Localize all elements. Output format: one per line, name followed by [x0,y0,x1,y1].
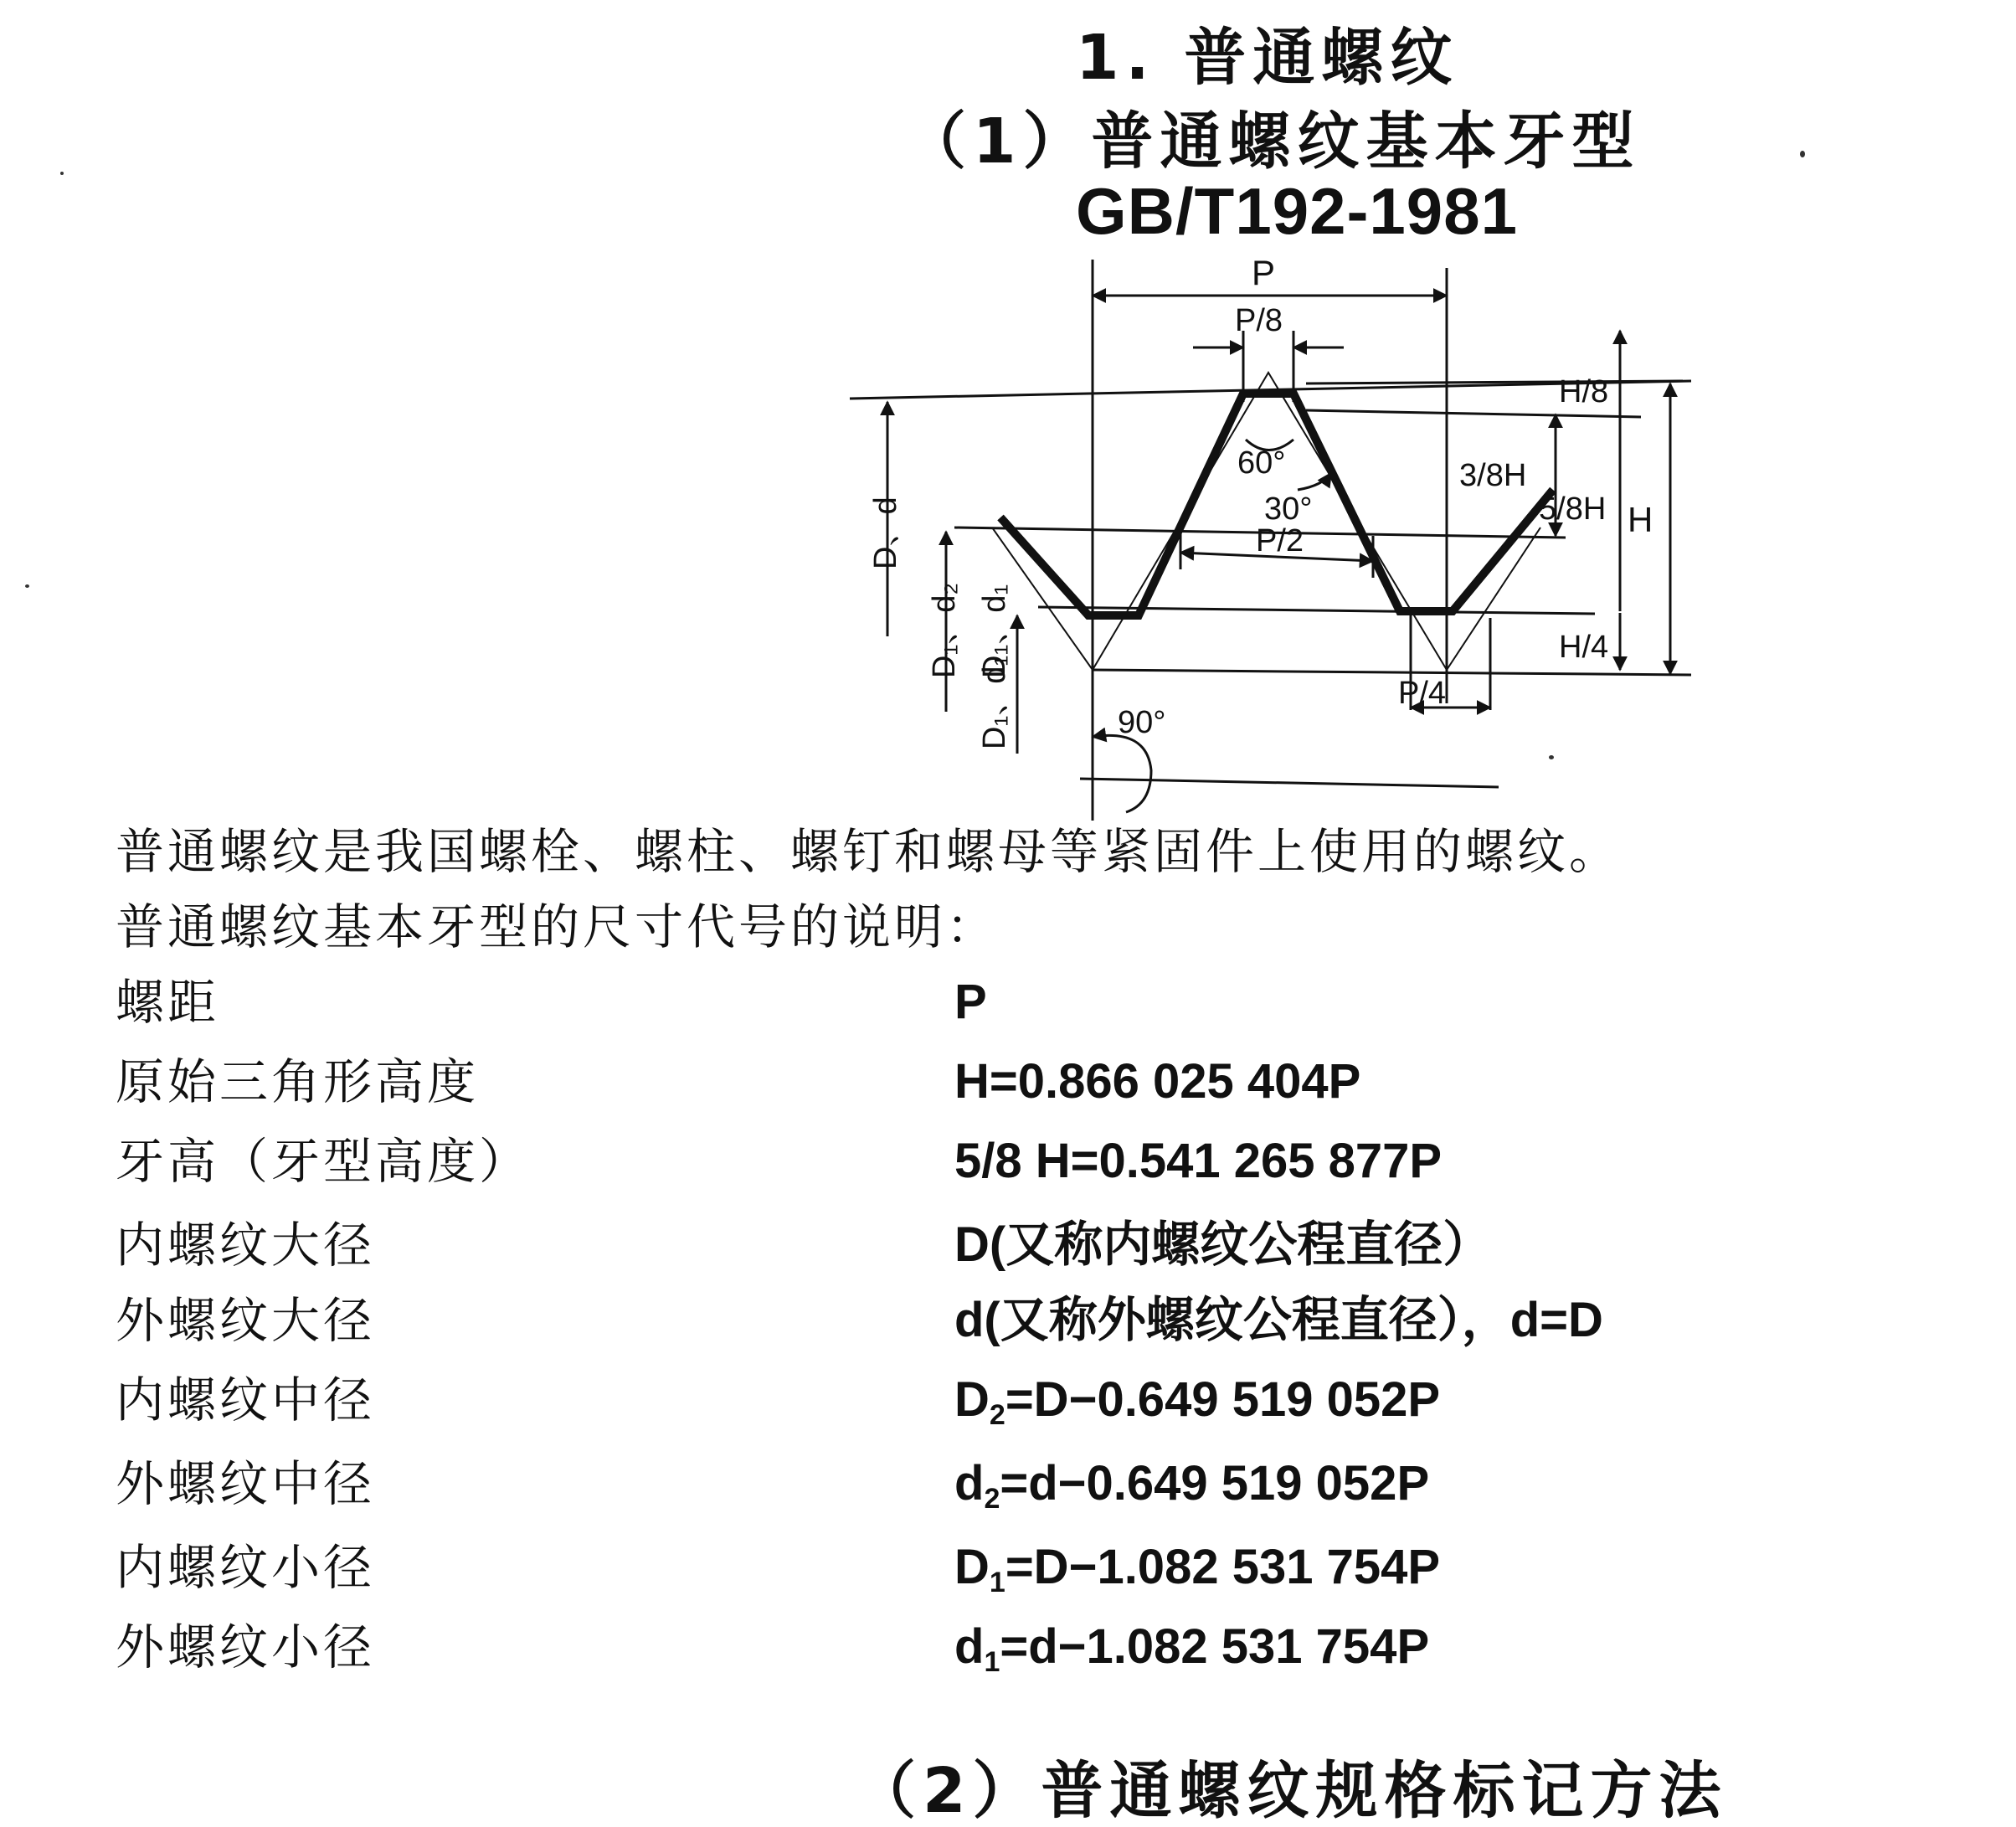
definition-value [954,975,987,1029]
definition-value-symbol: H=0.866 025 404P [954,1054,1361,1109]
label-h4: H/4 [1559,630,1609,665]
definition-value-symbol: d(又称外螺纹公程直径），d=D [954,1293,1603,1347]
scan-speck [25,584,29,588]
thread-profile-diagram [837,234,1691,821]
standard-code: GB/T192-1981 [1076,174,1518,248]
definition-value-subscript: 1 [989,1567,1005,1598]
definition-value [954,1055,1360,1109]
definition-value [954,1294,1603,1347]
definition-name: 牙高（牙型高度） [116,1133,532,1190]
root-line [1093,670,1691,675]
definition-name: 螺距 [116,974,220,1031]
definition-value-subscript: 1 [984,1646,1000,1678]
definition-value [954,1372,1441,1431]
definition-name: 外螺纹小径 [116,1619,376,1675]
definition-name: 外螺纹中径 [116,1455,376,1512]
label-pitch-diameter: D₁、d₂ [927,582,962,678]
definition-value [954,1540,1441,1598]
subsection-title: （1）普通螺纹基本牙型 [904,106,1641,178]
definition-value-symbol: 5/8 H=0.541 265 877P [954,1134,1443,1188]
label-3-8h: 3/8H [1459,458,1527,493]
definition-name: 内螺纹小径 [116,1539,376,1596]
definition-name: 内螺纹大径 [116,1217,376,1274]
section-title: 1. 普通螺纹 [1076,22,1459,94]
label-p2: P/2 [1256,523,1304,558]
definition-value-formula: =D−1.082 531 754P [1005,1540,1441,1594]
definition-value-formula: =d−0.649 519 052P [1000,1456,1430,1510]
label-h: H [1628,500,1653,539]
label-h8: H/8 [1559,374,1609,409]
definition-value [954,1135,1442,1188]
definition-value [954,1456,1430,1515]
definition-value [954,1218,1491,1272]
definition-value-symbol: D(又称内螺纹公程直径） [954,1217,1492,1272]
definition-value-symbol: d [954,1619,985,1674]
definition-value [954,1619,1430,1678]
label-pitch: P [1252,253,1276,292]
definition-value-symbol: D [954,1372,990,1427]
definition-value-subscript: 2 [989,1399,1005,1431]
label-angle-60: 60° [1237,445,1286,481]
label-p8: P/8 [1235,303,1283,338]
definition-value-formula: =d−1.082 531 754P [1000,1619,1430,1674]
label-5-8h: 5/8H [1539,491,1607,527]
scan-speck [60,172,64,175]
definition-value-symbol: d [954,1456,985,1510]
scan-speck [1800,151,1805,157]
intro-paragraph-line-2: 普通螺纹基本牙型的尺寸代号的说明： [116,898,999,955]
definition-value-symbol: D [954,1540,990,1594]
definition-value-symbol: P [954,975,987,1029]
label-p4: P/4 [1398,676,1447,711]
label-minor-diameter-upper: D₁、d₁ [977,584,1012,678]
label-angle-30: 30° [1264,491,1313,527]
next-section-heading-fragment: （2）普通螺纹规格标记方法 [854,1755,1728,1827]
label-major-diameter: D、d [868,497,903,569]
definition-name: 原始三角形高度 [116,1053,480,1110]
intro-paragraph-line-1: 普通螺纹是我国螺栓、螺柱、螺钉和螺母等紧固件上使用的螺纹。 [116,823,1622,880]
definition-value-formula: =D−0.649 519 052P [1005,1372,1441,1427]
definition-name: 内螺纹中径 [116,1372,376,1428]
definition-name: 外螺纹大径 [116,1292,376,1349]
scan-speck [1549,755,1554,759]
label-angle-90: 90° [1118,705,1166,740]
label-minor-diameter-lower: D₁、d₁ [977,655,1012,749]
definition-value-subscript: 2 [984,1483,1000,1515]
page-heading-fragment [1285,0,1804,23]
